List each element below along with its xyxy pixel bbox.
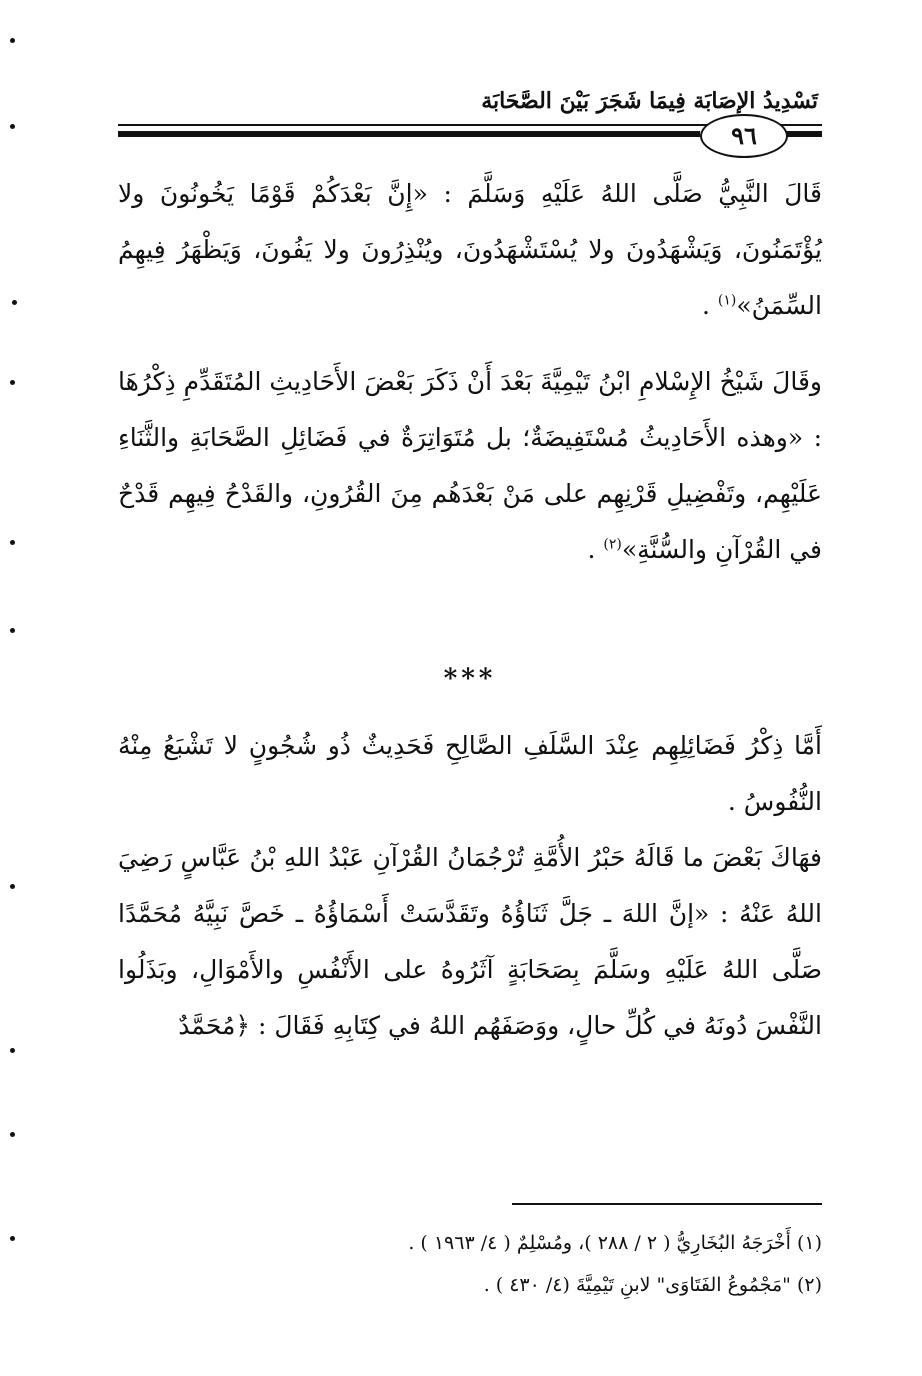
- footnote-separator: [512, 1203, 822, 1205]
- footnote-ref-2: (٢): [603, 536, 622, 553]
- scan-speck: [10, 540, 15, 545]
- footnotes: [118, 1222, 822, 1306]
- scan-speck: [10, 124, 15, 129]
- paragraph-ibn-abbas: فهَاكَ بَعْضَ ما قَالَهُ حَبْرُ الأُمَّةِ تُرْجُمَانُ القُرْآنِ عَبْدُ اللهِ بْنُ عَبَّاسٍ رَضِيَ اللهُ عَنْهُ : «إنَّ اللهَ ـ جَلَّ ثَنَاؤُهُ وتَقَدَّسَتْ أَسْمَاؤُهُ ـ خَصَّ نَبِيَّهُ مُحَمَّدًا صَلَّى اللهُ عَلَيْهِ وسَلَّمَ بِصَحَابَةٍ آثَرُوهُ على الأَنْفُسِ والأَمْوَالِ، وبَذَلُوا النَّفْسَ دُونَهُ في كُلِّ حالٍ، ووَصَفَهُم اللهُ في كِتَابِهِ فَقَالَ : ﴿مُحَمَّدٌ: [118, 843, 822, 1040]
- paragraph-virtues: أَمَّا ذِكْرُ فَضَائِلِهِم عِنْدَ السَّلَفِ الصَّالِحِ فَحَدِيثٌ ذُو شُجُونٍ لا تَشْبَعُ مِنْهُ النُّفُوسُ .: [118, 731, 822, 816]
- paragraph-ibn-taymiyyah: [118, 354, 822, 578]
- footnote-ref-1: (١): [717, 292, 737, 309]
- scan-speck: [10, 38, 15, 43]
- scan-speck: [10, 1048, 15, 1053]
- paragraph-hadith-text: قَالَ النَّبِيُّ صَلَّى اللهُ عَلَيْهِ وَسَلَّمَ : «إِنَّ بَعْدَكُمْ قَوْمًا يَخُونُونَ ولا يُؤْتَمَنُونَ، وَيَشْهَدُونَ ولا يُسْتَشْهَدُونَ، ويُنْذِرُونَ ولا يَفُونَ، وَيَظْهَرُ فِيهِمُ السِّمَنُ»: [118, 179, 822, 320]
- paragraph-hadith-end: .: [701, 291, 718, 320]
- scan-speck: [10, 628, 15, 633]
- paragraph-ibn-taymiyyah-end: .: [587, 535, 604, 564]
- header-rule-thick: [118, 131, 700, 137]
- scan-speck: [10, 1236, 15, 1241]
- scan-speck: [10, 380, 15, 385]
- footnote-2: (٢) "مَجْمُوعُ الفَتَاوَى" لابنِ تَيْمِيَّةَ (٤/ ٤٣٠ ) .: [483, 1274, 822, 1296]
- scan-speck: [10, 884, 15, 889]
- second-text-block: [118, 718, 822, 1054]
- main-text-block: [118, 166, 822, 578]
- page-number-oval: ٩٦: [700, 114, 788, 158]
- section-separator-stars: ***: [443, 664, 497, 694]
- footnote-1: (١) أَخْرَجَهُ البُخَارِيُّ ( ٢ / ٢٨٨ )، ومُسْلِمٌ ( ٤/ ١٩٦٣ ) .: [408, 1232, 822, 1254]
- scan-speck: [10, 1132, 15, 1137]
- paragraph-hadith: [118, 166, 822, 334]
- paragraph-ibn-taymiyyah-text: وقَالَ شَيْخُ الإِسْلامِ ابْنُ تَيْمِيَّةَ بَعْدَ أَنْ ذَكَرَ بَعْضَ الأَحَادِيثِ المُتَقَدِّمِ ذِكْرُهَا : «وهذه الأَحَادِيثُ مُسْتَفِيضَةٌ؛ بل مُتَوَاتِرَةٌ في فَضَائِلِ الصَّحَابَةِ والثَّنَاءِ عَلَيْهِم، وتَفْضِيلِ قَرْنِهِم على مَنْ بَعْدَهُم مِنَ القُرُونِ، والقَدْحُ فِيهِم قَدْحٌ في القُرْآنِ والسُّنَّةِ»: [118, 367, 822, 564]
- header-rule-thick-right: [784, 131, 822, 137]
- running-header-title: تَسْدِيدُ الإصَابَة فِيمَا شَجَرَ بَيْنَ الصَّحَابَة: [481, 88, 818, 114]
- scan-speck: [12, 300, 17, 305]
